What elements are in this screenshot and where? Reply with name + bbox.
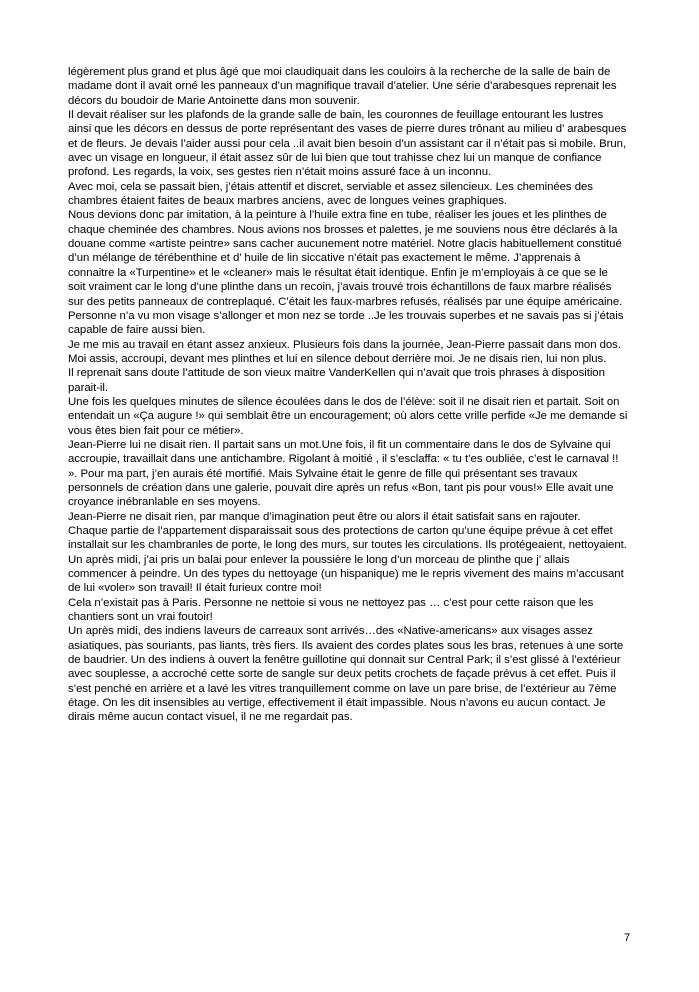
page-number: 7 bbox=[624, 932, 631, 944]
paragraph: Un après midi, des indiens laveurs de carreaux sont arrivés…des «Native-americans» aux visages assez asiatiques, pas souriants, pas liants, très fiers. Ils avaient des cordes plates sous les bras, retenues à une sorte de baudrier. Un des indiens à ouvert la fenêtre guillotine qui donnait sur Central Park; il s’est glissé à l’extérieur avec souplesse, a accroché cette sorte de sangle sur deux petits crochets de façade prévus à cet effet. Puis il s’est penché en arrière et a lavé les vitres tranquillement comme on lave un pare brise, de l’extérieur au 7ème étage. On les dit insensibles au vertige, effectivement il était impassible. Nous n’avons eu aucun contact. Je dirais même aucun contact visuel, il ne me regardait pas. bbox=[68, 625, 624, 724]
paragraph: Nous devions donc par imitation, à la peinture à l’huile extra fine en tube, réaliser les joues et les plinthes de chaque cheminée des chambres. Nous avions nos brosses et palettes, je me souviens nous être déclarés à la douane comme «artiste peintre» sans cacher aucunement notre matériel. Notre glacis habituellement constitué d’un mélange de térébenthine et d’ huile de lin siccative n’était pas exactement le même. J’apprenais à connaitre la «Turpentine» et le «cleaner» mais le résultat était identique. Enfin je m’employais à ce que se le soit vraiment car le long d’une plinthe dans un recoin, j’avais trouvé trois échantillons de faux marbre réalisés sur des petits panneaux de contreplaqué. C’était les faux-marbres refusés, réalisés par une équipe américaine. Personne n’a vu mon visage s’allonger et mon nez se torde ..Je les trouvais superbes et ne savais pas si j’étais capable de faire aussi bien. bbox=[68, 209, 624, 337]
paragraph: Cela n’existait pas à Paris. Personne ne nettoie si vous ne nettoyez pas … c’est pour cette raison que les chantiers sont un vrai foutoir! bbox=[68, 596, 594, 624]
paragraph: Il devait réaliser sur les plafonds de la grande salle de bain, les couronnes de feuillage entourant les lustres ainsi que les décors en dessus de porte représentant des vases de pierre dures trônant au milieu d’ arabesques et de fleurs. Je devais l’aider aussi pour cela ..il avait bien besoin d’un assistant car il n’était pas si mobile. Brun, avec un visage en longueur, il était assez sûr de lui bien que tout trahisse chez lui un manque de confiance profond. Les regards, la voix, ses gestes rien n’était moins assuré face à un inconnu. bbox=[68, 109, 627, 179]
paragraph: Une fois les quelques minutes de silence écoulées dans le dos de l’élève: soit il ne disait rien et partait. Soit on entendait un «Ça augure !» qui semblait être un encouragement; où alors cette vrille perfide «Je me demande si vous êtes bien fait pour ce métier». bbox=[68, 395, 628, 437]
body-text bbox=[68, 65, 628, 725]
paragraph: Il reprenait sans doute l’attitude de son vieux maitre VanderKellen qui n’avait que trois phrases à disposition parait-il. bbox=[68, 367, 605, 394]
paragraph: Chaque partie de l’appartement disparaissait sous des protections de carton qu’une équipe prévue à cet effet installait sur les chambranles de porte, le long des murs, sur toutes les circulations. Ils protégeaient, nettoyaient. Un après midi, j’ai pris un balai pour enlever la poussière le long d’un morceau de plinthe que j’ allais commencer à peindre. Un des types du nettoyage (un hispanique) me le repris vivement des mains m’accusant de lui «voler» son travail! Il était furieux contre moi! bbox=[68, 525, 627, 595]
paragraph: Avec moi, cela se passait bien, j’étais attentif et discret, serviable et assez silencieux. Les cheminées des chambres étaient faites de beaux marbres anciens, avec de longues veines graphiques. bbox=[68, 180, 593, 208]
paragraph: Jean-Pierre ne disait rien, par manque d’imagination peut être ou alors il était satisfait sans en rajouter. bbox=[68, 510, 581, 523]
paragraph: légèrement plus grand et plus âgé que moi claudiquait dans les couloirs à la recherche de la salle de bain de madame dont il avait orné les panneaux d’un magnifique travail d’atelier. Une série d’arabesques reprenait les décors du boudoir de Marie Antoinette dans mon souvenir. bbox=[68, 66, 617, 107]
paragraph: Jean-Pierre lui ne disait rien. Il partait sans un mot.Une fois, il fit un commentaire dans le dos de Sylvaine qui accroupie, travaillait dans une antichambre. Rigolant à moitié , il s’esclaffa: « tu t’es oubliée, c’est le carnaval !! ». Pour ma part, j’en aurais été mortifié. Mais Sylvaine était le genre de fille qui présentant ses travaux personnels de création dans une galerie, pouvait dire après un refus «Bon, tant pis pour vous!» Elle avait une croyance inébranlable en ses moyens. bbox=[68, 438, 619, 509]
paragraph: Je me mis au travail en étant assez anxieux. Plusieurs fois dans la journée, Jean-Pierre passait dans mon dos. Moi assis, accroupi, devant mes plinthes et lui en silence debout derrière moi. Je ne disais rien, lui non plus. bbox=[68, 338, 621, 365]
